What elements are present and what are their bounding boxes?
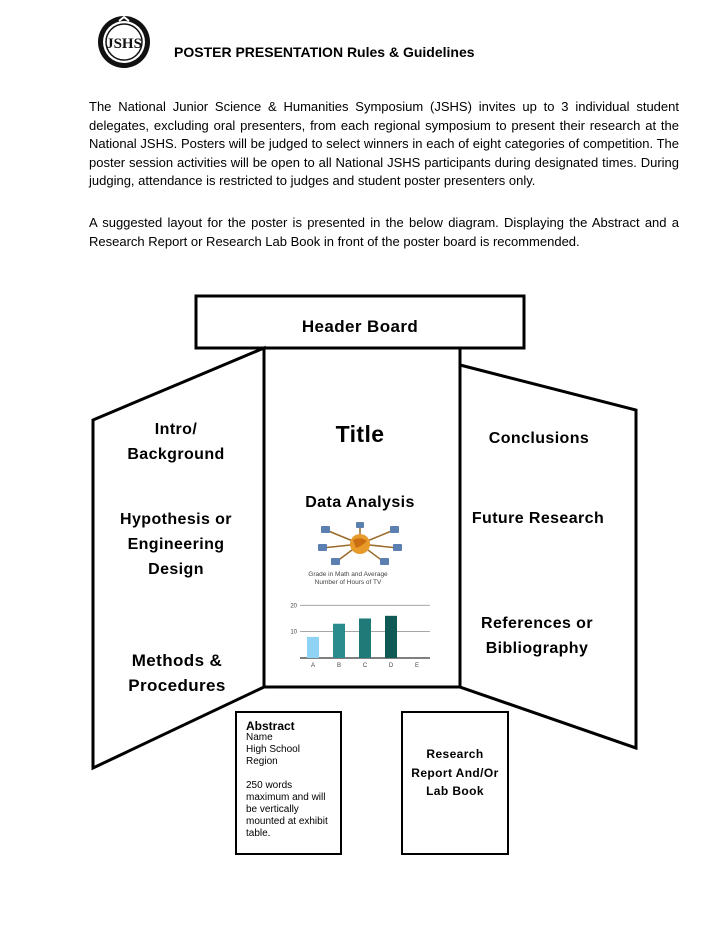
future-research-label: Future Research bbox=[471, 510, 605, 527]
chart-category-label: B bbox=[336, 663, 342, 669]
chart-bar bbox=[385, 616, 397, 658]
abstract-name: Name bbox=[246, 732, 273, 743]
abstract-heading: Abstract bbox=[246, 719, 295, 733]
hypothesis-label: Hypothesis or Engineering Design bbox=[120, 511, 232, 578]
chart-category-label: D bbox=[388, 663, 394, 669]
abstract-note: 250 words maximum and will be vertically mounted at exhibit table. bbox=[246, 780, 328, 839]
chart-bar bbox=[307, 637, 319, 658]
chart-category-label: E bbox=[414, 663, 420, 669]
poster-title-label: Title bbox=[335, 421, 385, 447]
chart-category-label: C bbox=[362, 663, 368, 669]
conclusions-label: Conclusions bbox=[488, 430, 590, 447]
logo-text: JSHS bbox=[106, 36, 142, 52]
chart-bar bbox=[359, 618, 371, 658]
header-board-label: Header Board bbox=[301, 317, 419, 336]
chart-y-tick-label: 10 bbox=[290, 629, 297, 636]
abstract-region: Region bbox=[246, 756, 278, 767]
chart-y-tick-label: 20 bbox=[290, 603, 297, 610]
references-label: References or Bibliography bbox=[481, 615, 593, 657]
abstract-box bbox=[246, 720, 338, 840]
methods-label: Methods & Procedures bbox=[128, 651, 226, 695]
page-title: POSTER PRESENTATION Rules & Guidelines bbox=[174, 44, 475, 60]
data-analysis-label: Data Analysis bbox=[305, 494, 415, 511]
chart-bar bbox=[333, 624, 345, 658]
sample-chart bbox=[280, 520, 440, 670]
intro-background-label: Intro/ Background bbox=[127, 421, 225, 463]
chart-category-label: A bbox=[310, 663, 316, 669]
intro-paragraph: The National Junior Science & Humanities Symposium (JSHS) invites up to 3 individual student delegates, excluding oral presenters, from each regional symposium to present their research at the National JSHS. Posters will be judged to select winners in each of eight categories of competition. The poster session activities will be open to all National JSHS participants during designated times. During judging, attendance is restricted to judges and student poster presenters only. bbox=[89, 99, 679, 188]
chart-title-line1: Grade in Math and Average bbox=[308, 571, 388, 578]
abstract-school: High School bbox=[246, 744, 300, 755]
research-report-label: Research Report And/Or Lab Book bbox=[411, 747, 499, 798]
chart-title-line2: Number of Hours of TV bbox=[314, 579, 382, 586]
right-panel-outline bbox=[460, 365, 636, 748]
layout-note-paragraph: A suggested layout for the poster is presented in the below diagram. Displaying the Abstract and a Research Report or Research Lab Book in front of the poster board is recommended. bbox=[89, 215, 679, 249]
